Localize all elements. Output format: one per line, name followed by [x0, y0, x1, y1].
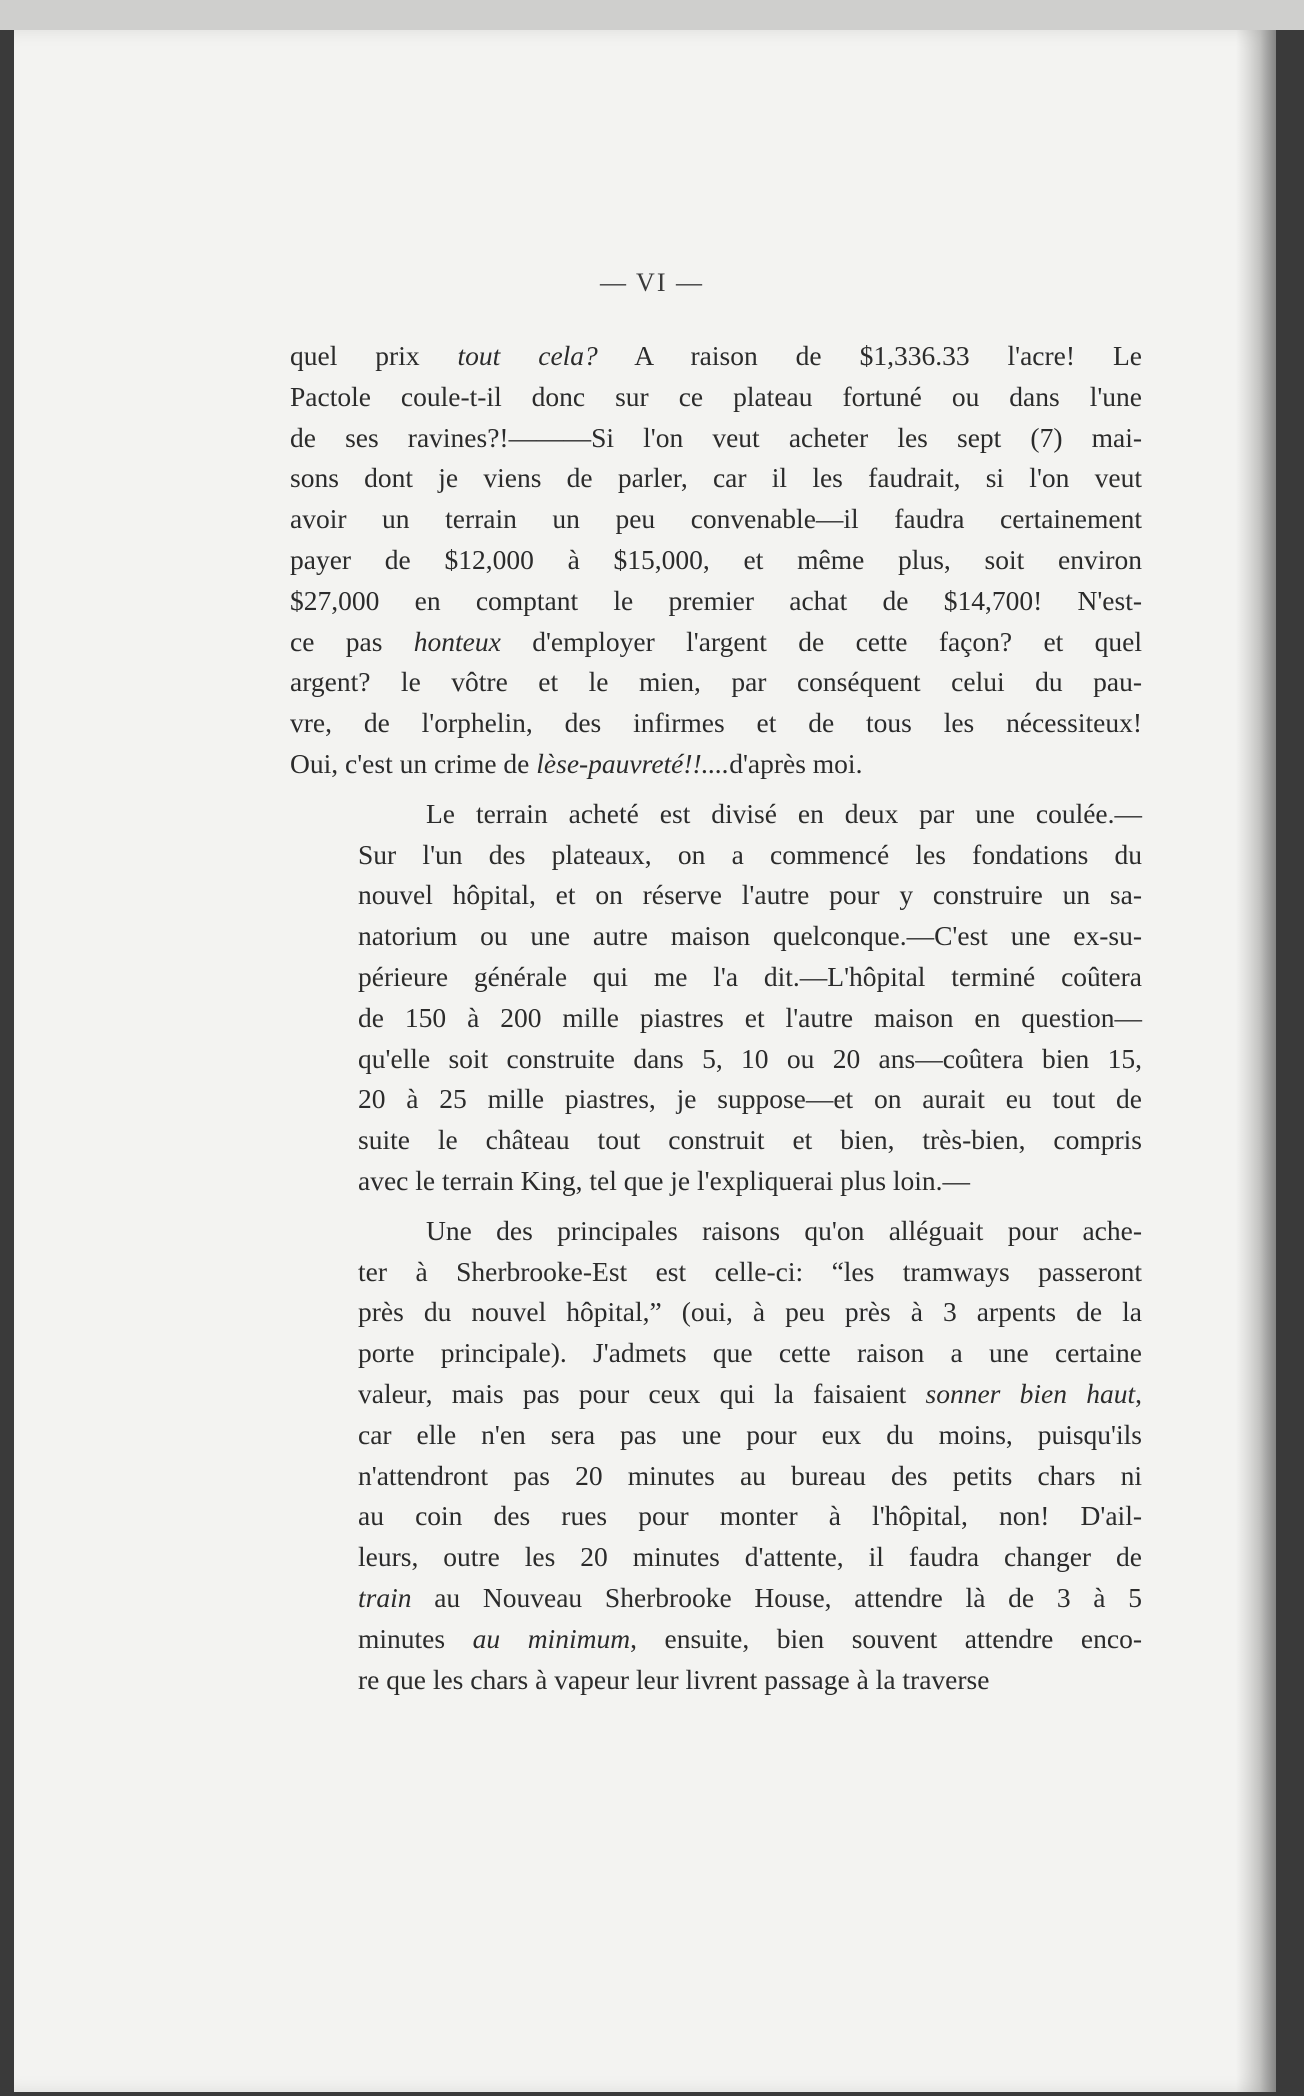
- text-run: Une des principales raisons qu'on alléguait pour ache-: [426, 1214, 1142, 1246]
- text-line: [290, 1456, 1142, 1497]
- text-line: [290, 794, 1142, 835]
- italic-text: au minimum: [472, 1622, 631, 1654]
- text-line: [290, 377, 1142, 418]
- text-run: avec le terrain King, tel que je l'expliquerai plus loin.—: [358, 1164, 971, 1196]
- italic-text: train: [358, 1581, 412, 1613]
- paragraph: [290, 336, 1142, 785]
- text-run: vre, de l'orphelin, des infirmes et de tous les nécessiteux!: [290, 707, 1142, 739]
- text-run: minutes: [358, 1622, 473, 1654]
- text-run: Oui, c'est un crime de: [290, 747, 537, 779]
- text-line: [290, 998, 1142, 1039]
- text-run: porte principale). J'admets que cette raison a une certaine: [358, 1337, 1142, 1369]
- text-line: [290, 1537, 1142, 1578]
- text-line: [290, 1079, 1142, 1120]
- page-number: — VI —: [600, 268, 704, 297]
- text-line: [290, 1496, 1142, 1537]
- text-line: [290, 1039, 1142, 1080]
- text-run: A raison de $1,336.33 l'acre! Le: [597, 340, 1142, 371]
- text-line: [290, 1333, 1142, 1374]
- page-gutter-shadow: [1236, 30, 1276, 2092]
- text-line: [290, 1619, 1142, 1660]
- text-run: re que les chars à vapeur leur livrent passage à la traverse: [358, 1663, 990, 1695]
- text-run: de ses ravines?!———Si l'on veut acheter les sept (7) mai-: [290, 421, 1142, 453]
- text-run: au Nouveau Sherbrooke House, attendre là de 3 à 5: [411, 1581, 1142, 1613]
- text-line: [290, 875, 1142, 916]
- text-run: périeure générale qui me l'a dit.—L'hôpital terminé coûtera: [358, 960, 1142, 992]
- text-line: [290, 1660, 1142, 1701]
- text-run: n'attendront pas 20 minutes au bureau des petits chars ni: [358, 1459, 1142, 1491]
- italic-text: honteux: [413, 625, 501, 657]
- text-line: [290, 336, 1142, 377]
- text-run: payer de $12,000 à $15,000, et même plus, soit environ: [290, 543, 1142, 575]
- text-run: ce pas: [290, 625, 414, 657]
- italic-text: tout cela?: [457, 340, 598, 371]
- text-line: [290, 1252, 1142, 1293]
- text-line: [290, 540, 1142, 581]
- text-run: valeur, mais pas pour ceux qui la faisaient: [358, 1377, 926, 1409]
- text-run: Pactole coule-t-il donc sur ce plateau fortuné ou dans l'une: [290, 380, 1142, 412]
- scan-top-edge: [0, 0, 1304, 30]
- text-line: [290, 581, 1142, 622]
- text-run: Le terrain acheté est divisé en deux par une coulée.—: [426, 797, 1142, 829]
- text-run: Sur l'un des plateaux, on a commencé les fondations du: [358, 838, 1142, 870]
- text-line: [290, 458, 1142, 499]
- text-run: ter à Sherbrooke-Est est celle-ci: “les tramways passeront: [358, 1255, 1142, 1287]
- text-run: de 150 à 200 mille piastres et l'autre maison en question—: [358, 1001, 1142, 1033]
- text-line: [290, 1415, 1142, 1456]
- text-run: près du nouvel hôpital,” (oui, à peu près à 3 arpents de la: [358, 1296, 1142, 1328]
- italic-text: sonner bien haut: [925, 1377, 1136, 1409]
- text-line: [290, 499, 1142, 540]
- text-line: [290, 835, 1142, 876]
- text-line: [290, 1374, 1142, 1415]
- italic-text: lèse-pauvreté!!....: [536, 747, 730, 779]
- text-run: , ensuite, bien souvent attendre enco-: [630, 1622, 1142, 1654]
- text-run: sons dont je viens de parler, car il les faudrait, si l'on veut: [290, 462, 1142, 494]
- text-run: avoir un terrain un peu convenable—il faudra certainement: [290, 503, 1142, 535]
- text-line: [290, 957, 1142, 998]
- paragraph: [290, 1211, 1142, 1701]
- text-line: [290, 703, 1142, 744]
- text-run: 20 à 25 mille piastres, je suppose—et on aurait eu tout de: [358, 1083, 1142, 1115]
- text-run: natorium ou une autre maison quelconque.—C'est une ex-su-: [358, 920, 1142, 952]
- text-line: [290, 1120, 1142, 1161]
- text-run: d'après moi.: [729, 747, 863, 779]
- text-line: [290, 744, 1142, 785]
- text-line: [290, 662, 1142, 703]
- text-run: au coin des rues pour monter à l'hôpital, non! D'ail-: [358, 1500, 1142, 1532]
- text-run: qu'elle soit construite dans 5, 10 ou 20 ans—coûtera bien 15,: [358, 1042, 1142, 1074]
- text-run: quel prix: [290, 340, 458, 371]
- text-run: argent? le vôtre et le mien, par conséquent celui du pau-: [290, 666, 1142, 698]
- text-run: $27,000 en comptant le premier achat de $14,700! N'est-: [290, 584, 1142, 616]
- text-line: [290, 622, 1142, 663]
- text-run: leurs, outre les 20 minutes d'attente, il faudra changer de: [358, 1541, 1142, 1573]
- text-run: suite le château tout construit et bien, très-bien, compris: [358, 1124, 1142, 1156]
- text-line: [290, 916, 1142, 957]
- text-line: [290, 418, 1142, 459]
- text-line: [290, 1211, 1142, 1252]
- body-text: [290, 336, 1142, 1709]
- text-run: ,: [1135, 1377, 1142, 1409]
- text-run: d'employer l'argent de cette façon? et quel: [500, 625, 1142, 657]
- text-line: [290, 1292, 1142, 1333]
- text-line: [290, 1161, 1142, 1202]
- text-run: nouvel hôpital, et on réserve l'autre pour y construire un sa-: [358, 879, 1142, 911]
- paragraph: [290, 794, 1142, 1202]
- text-line: [290, 1578, 1142, 1619]
- text-run: car elle n'en sera pas une pour eux du moins, puisqu'ils: [358, 1418, 1142, 1450]
